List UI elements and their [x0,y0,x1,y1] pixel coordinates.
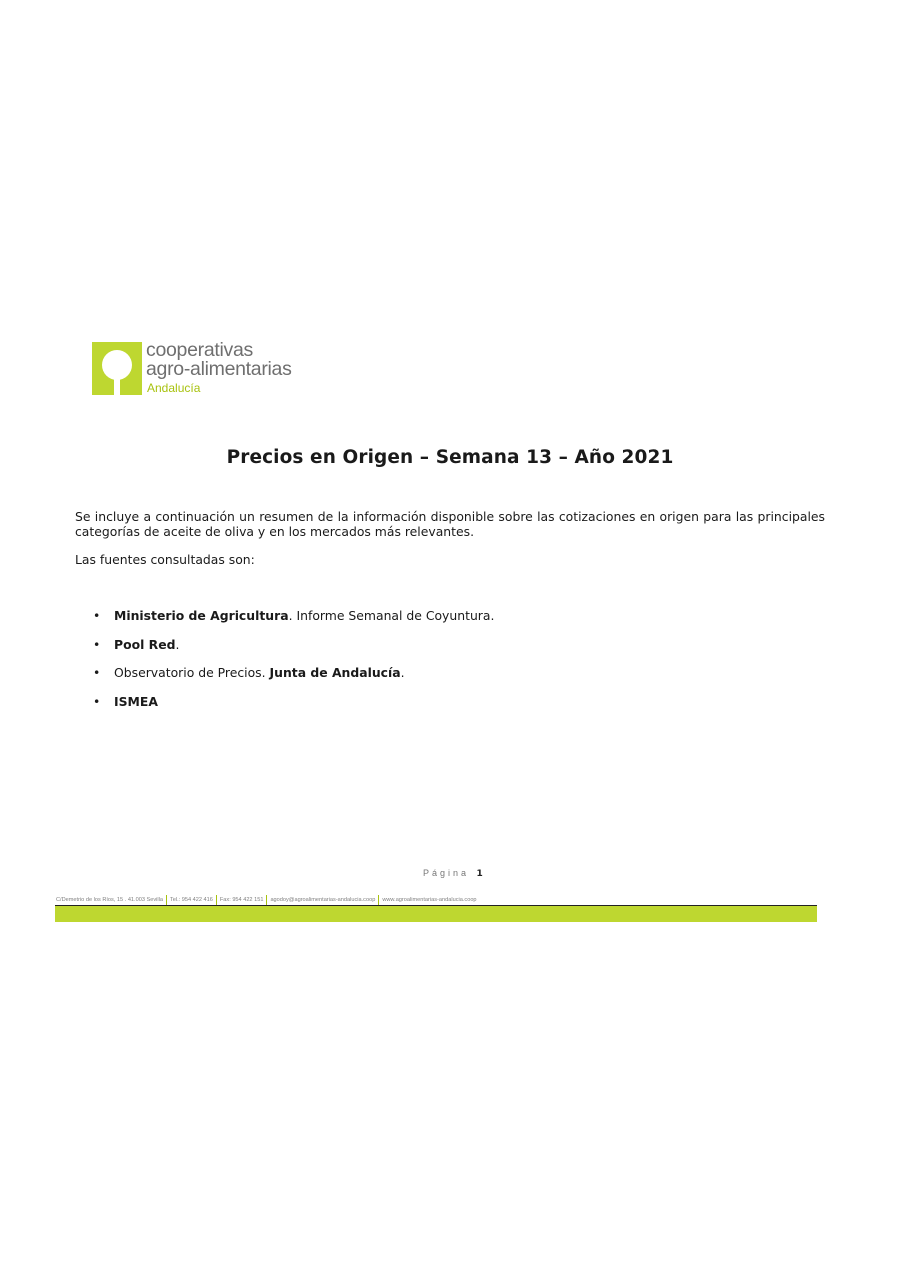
source-name: Ministerio de Agricultura [114,608,289,623]
footer-green-bar [55,905,817,922]
source-name: Junta de Andalucía [269,665,401,680]
source-prefix: Observatorio de Precios. [114,665,270,680]
footer-web: www.agroalimentarias-andalucia.coop [382,897,477,903]
source-detail: . Informe Semanal de Coyuntura. [288,608,495,623]
source-item [93,694,494,723]
source-detail: . [400,665,405,680]
sources-list [93,608,494,722]
source-item [93,608,494,637]
cooperativas-logo [92,337,308,399]
source-name: ISMEA [114,693,158,709]
document-title: Precios en Origen – Semana 13 – Año 2021 [226,447,674,468]
footer-tel: Tel.: 954 422 416 [169,897,213,903]
page-label: Página [423,868,470,878]
intro-paragraph: Se incluye a continuación un resumen de la información disponible sobre las cotizaciones en origen para las principales categorías de aceite de oliva y en los mercados más relevantes. [75,509,825,539]
footer-address: C/Demetrio de los Ríos, 15 . 41.003 Sevilla [56,897,163,903]
source-name: Pool Red [114,636,176,652]
olive-tree-logo-icon [92,342,142,395]
footer-fax: Fax: 954 422 151 [219,897,264,903]
source-item [93,665,494,694]
source-detail: . [175,636,180,652]
footer-email: agodoy@agroalimentarias-andalucia.coop [270,897,376,903]
footer-divider [266,895,267,905]
source-item [93,637,494,666]
logo-text-cooperativas: cooperativas [146,339,253,361]
footer-divider [216,895,217,905]
page-number [423,868,483,879]
footer-rule [55,905,817,906]
logo-text-agro-alimentarias: agro-alimentarias [146,358,292,380]
footer-divider [166,895,167,905]
sources-label: Las fuentes consultadas son: [75,552,255,567]
page-number-value: 1 [476,869,483,879]
footer-divider [378,895,379,905]
logo-text-andalucia: Andalucía [147,381,201,395]
